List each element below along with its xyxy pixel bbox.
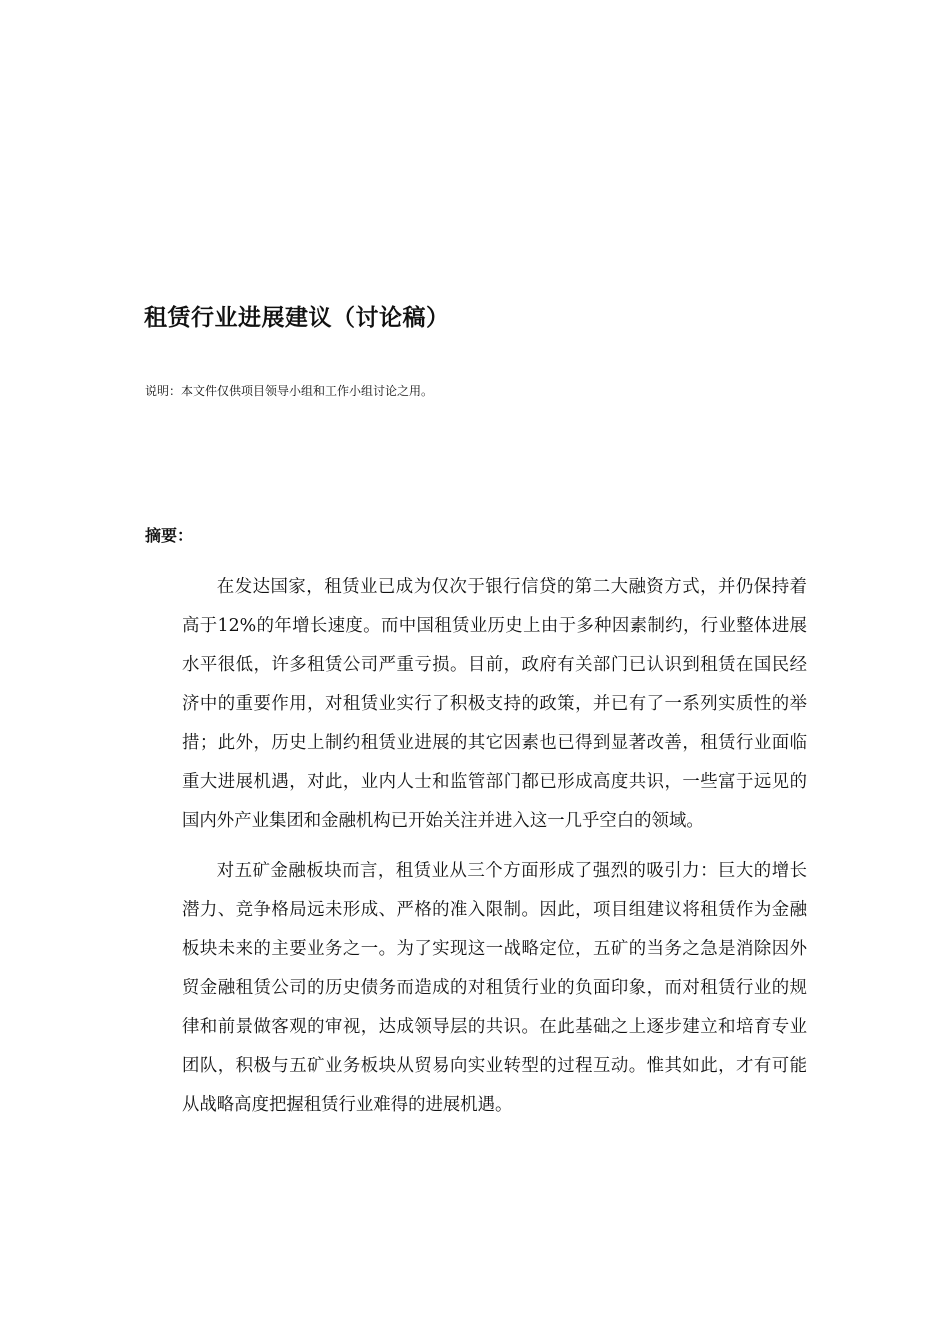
document-title: 租赁行业进展建议（讨论稿） xyxy=(144,304,450,331)
document-note: 说明：本文件仅供项目领导小组和工作小组讨论之用。 xyxy=(145,384,434,398)
abstract-paragraph-1: 在发达国家，租赁业已成为仅次于银行信贷的第二大融资方式，并仍保持着高于12%的年增长速度。而中国租赁业历史上由于多种因素制约，行业整体进展水平很低，许多租赁公司严重亏损。目前，政府有关部门已认识到租赁在国民经济中的重要作用，对租赁业实行了积极支持的政策，并已有了一系列实质性的举措；此外，历史上制约租赁业进展的其它因素也已得到显著改善，租赁行业面临重大进展机遇，对此，业内人士和监管部门都已形成高度共识，一些富于远见的国内外产业集团和金融机构已开始关注并进入这一几乎空白的领域。 xyxy=(182,577,807,831)
abstract-heading: 摘要： xyxy=(145,526,194,545)
abstract-paragraph-2: 对五矿金融板块而言，租赁业从三个方面形成了强烈的吸引力：巨大的增长潜力、竞争格局远未形成、严格的准入限制。因此，项目组建议将租赁作为金融板块未来的主要业务之一。为了实现这一战略定位，五矿的当务之急是消除因外贸金融租赁公司的历史债务而造成的对租赁行业的负面印象，而对租赁行业的规律和前景做客观的审视，达成领导层的共识。在此基础之上逐步建立和培育专业团队，积极与五矿业务板块从贸易向实业转型的过程互动。惟其如此，才有可能从战略高度把握租赁行业难得的进展机遇。 xyxy=(182,861,807,1115)
abstract-body xyxy=(182,568,807,1136)
